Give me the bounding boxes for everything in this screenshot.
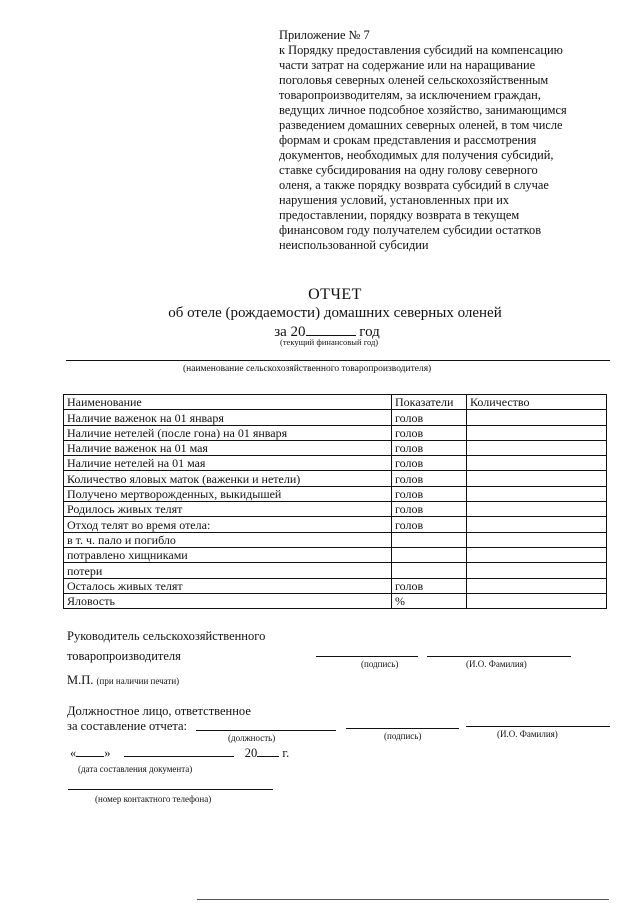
table-row <box>64 532 607 547</box>
appendix-line: нарушения условий, установленных при их <box>279 193 510 207</box>
position-line[interactable] <box>196 730 336 731</box>
row-quantity[interactable] <box>467 563 607 578</box>
row-indicator: голов <box>392 425 467 440</box>
appendix-header <box>279 28 609 253</box>
head-label-line1: Руководитель сельскохозяйственного <box>67 629 266 643</box>
appendix-line: ведущих личное подсобное хозяйство, занимающимся <box>279 103 567 117</box>
date-hint: (дата составления документа) <box>78 764 193 774</box>
table-row <box>64 593 607 608</box>
table-row <box>64 471 607 486</box>
date-year-prefix: 20 <box>244 746 258 760</box>
row-name: Получено мертворожденных, выкидышей <box>64 486 392 501</box>
row-indicator: голов <box>392 456 467 471</box>
row-quantity[interactable] <box>467 486 607 501</box>
table-row <box>64 425 607 440</box>
row-quantity[interactable] <box>467 593 607 608</box>
row-indicator: голов <box>392 502 467 517</box>
head-signature-hint: (подпись) <box>361 659 399 669</box>
appendix-line: предоставлении, порядку возврата в текущем <box>279 208 520 222</box>
appendix-line: к Порядку предоставления субсидий на компенсацию <box>279 43 563 57</box>
year-suffix: год <box>359 324 380 340</box>
row-name: Осталось живых телят <box>64 578 392 593</box>
responsible-label-line1: Должностное лицо, ответственное <box>67 704 251 718</box>
report-title-block <box>0 285 640 341</box>
row-quantity[interactable] <box>467 547 607 562</box>
position-hint: (должность) <box>228 733 276 743</box>
row-quantity[interactable] <box>467 440 607 455</box>
responsible-signature-hint: (подпись) <box>384 731 422 741</box>
stamp-label: М.П. <box>67 673 94 687</box>
appendix-line: оленя, а также порядку возврата субсидий в случае <box>279 178 549 192</box>
appendix-number: Приложение № 7 <box>279 28 370 42</box>
row-indicator: голов <box>392 517 467 532</box>
date-month-blank[interactable] <box>124 756 234 757</box>
page-bottom-edge <box>197 899 609 900</box>
appendix-line: финансовом году получателем субсидии остатков <box>279 223 542 237</box>
row-name: Отход телят во время отела: <box>64 517 392 532</box>
table-row <box>64 410 607 425</box>
head-signature-line[interactable] <box>316 656 418 657</box>
date-day-blank[interactable] <box>76 756 104 757</box>
row-quantity[interactable] <box>467 532 607 547</box>
row-quantity[interactable] <box>467 502 607 517</box>
row-name: Количество яловых маток (важенки и нетели) <box>64 471 392 486</box>
row-quantity[interactable] <box>467 517 607 532</box>
responsible-signature-line[interactable] <box>346 728 459 729</box>
table-row <box>64 502 607 517</box>
row-quantity[interactable] <box>467 578 607 593</box>
head-name-line[interactable] <box>427 656 571 657</box>
org-name-hint: (наименование сельскохозяйственного товаропроизводителя) <box>183 364 432 374</box>
year-blank[interactable] <box>306 335 356 336</box>
date-year-suffix: г. <box>282 746 290 760</box>
stamp-label-wrap <box>67 673 179 688</box>
appendix-line: неиспользованной субсидии <box>279 238 429 252</box>
row-indicator <box>392 563 467 578</box>
responsible-label-line2: за составление отчета: <box>67 719 188 733</box>
stamp-hint: (при наличии печати) <box>96 676 180 686</box>
row-name: Яловость <box>64 593 392 608</box>
row-name: Наличие нетелей на 01 мая <box>64 456 392 471</box>
row-indicator: голов <box>392 410 467 425</box>
date-close-quote: » <box>104 746 111 760</box>
report-table-body <box>64 395 607 609</box>
table-row <box>64 578 607 593</box>
date-year-blank[interactable] <box>257 756 279 757</box>
appendix-line: разведением домашних северных оленей, в том числе <box>279 118 563 132</box>
header-name: Наименование <box>64 395 392 410</box>
org-name-line[interactable] <box>66 360 610 361</box>
row-indicator: голов <box>392 486 467 501</box>
appendix-line: документов, необходимых для получения субсидий, <box>279 148 554 162</box>
row-indicator: голов <box>392 440 467 455</box>
report-table <box>63 394 607 609</box>
table-row <box>64 440 607 455</box>
report-subtitle: об отеле (рождаемости) домашних северных оленей <box>168 305 502 321</box>
head-label-line2: товаропроизводителя <box>67 649 181 663</box>
row-name: потери <box>64 563 392 578</box>
row-name: Родилось живых телят <box>64 502 392 517</box>
header-indicator: Показатели <box>392 395 467 410</box>
head-label <box>67 629 265 664</box>
table-header-row <box>64 395 607 410</box>
row-indicator: голов <box>392 578 467 593</box>
row-name: Наличие нетелей (после гона) на 01 января <box>64 425 392 440</box>
phone-hint: (номер контактного телефона) <box>95 794 212 804</box>
row-quantity[interactable] <box>467 471 607 486</box>
table-row <box>64 547 607 562</box>
row-quantity[interactable] <box>467 456 607 471</box>
row-quantity[interactable] <box>467 425 607 440</box>
date-line <box>70 746 289 761</box>
row-name: Наличие важенок на 01 мая <box>64 440 392 455</box>
row-indicator <box>392 547 467 562</box>
row-name: Наличие важенок на 01 января <box>64 410 392 425</box>
row-name: в т. ч. пало и погибло <box>64 532 392 547</box>
report-title: ОТЧЕТ <box>308 286 362 303</box>
appendix-line: части затрат на содержание или на наращивание <box>279 58 536 72</box>
row-name: потравлено хищниками <box>64 547 392 562</box>
row-quantity[interactable] <box>467 410 607 425</box>
appendix-line: ставке субсидирования на одну голову северного <box>279 163 538 177</box>
fin-year-hint: (текущий финансовый год) <box>280 337 379 347</box>
responsible-name-hint: (И.О. Фамилия) <box>497 729 558 739</box>
appendix-line: товаропроизводителям, за исключением граждан, <box>279 88 541 102</box>
row-indicator <box>392 532 467 547</box>
year-prefix: за 20 <box>274 324 306 340</box>
table-row <box>64 517 607 532</box>
head-name-hint: (И.О. Фамилия) <box>466 659 527 669</box>
row-indicator: голов <box>392 471 467 486</box>
table-row <box>64 563 607 578</box>
phone-line[interactable] <box>68 789 273 790</box>
appendix-line: поголовья северных оленей сельскохозяйственным <box>279 73 549 87</box>
appendix-text <box>279 43 609 253</box>
appendix-line: формам и срокам представления и рассмотрения <box>279 133 537 147</box>
header-quantity: Количество <box>467 395 607 410</box>
row-indicator: % <box>392 593 467 608</box>
table-row <box>64 456 607 471</box>
responsible-name-line[interactable] <box>466 726 610 727</box>
date-open-quote: « <box>70 746 77 760</box>
table-row <box>64 486 607 501</box>
